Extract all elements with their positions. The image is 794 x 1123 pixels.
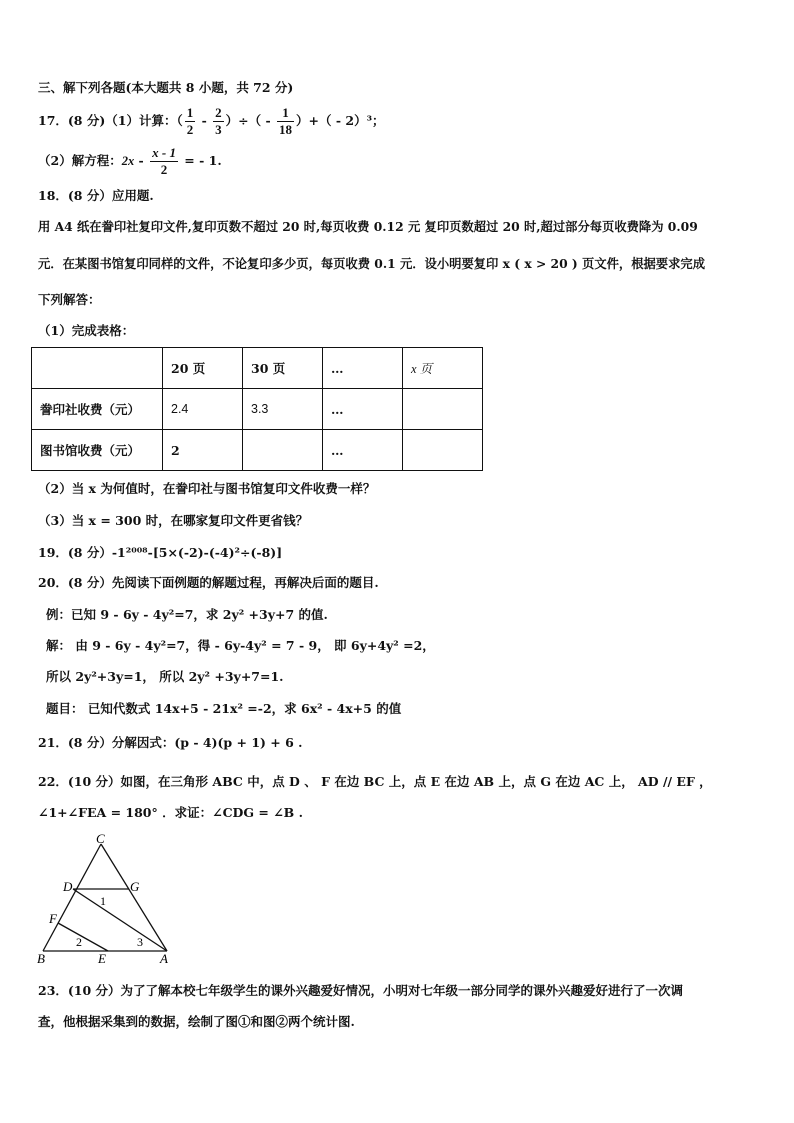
- table-cell: 2: [163, 430, 243, 471]
- question-18-title: 18．(8 分）应用题.: [38, 188, 154, 203]
- table-cell: [32, 348, 163, 389]
- label-F: F: [49, 911, 57, 926]
- question-18-para1: 用 A4 纸在誊印社复印文件,复印页数不超过 20 时,每页收费 0.12 元 复印页数超过 20 时,超过部分每页收费降为 0.09: [38, 219, 698, 234]
- angle-3-label: 3: [137, 935, 143, 949]
- label-B: B: [37, 951, 45, 966]
- section-title: 三、解下列各题(本大题共 8 小题，共 72 分): [38, 80, 294, 95]
- fraction: $\frac{x - 1}{2}$: [152, 145, 176, 177]
- label-A: A: [160, 951, 168, 966]
- question-19: 19．(8 分）-1²⁰⁰⁸-[5×(-2)-(-4)²÷(-8)]: [38, 545, 283, 560]
- question-21: 21．(8 分）分解因式：(p - 4)(p + 1) + 6 .: [38, 735, 303, 750]
- angle-2-label: 2: [76, 935, 82, 949]
- question-20-solution: 解： 由 9 - 6y - 4y²=7，得 - 6y-4y² = 7 - 9， 即 6y+4y² =2，: [46, 638, 435, 653]
- label-C: C: [96, 832, 105, 846]
- table-cell: 2.4: [163, 389, 243, 430]
- label-G: G: [130, 879, 140, 894]
- table-cell: …: [323, 430, 403, 471]
- table-cell: 图书馆收费（元）: [32, 430, 163, 471]
- fee-table: [31, 347, 483, 471]
- table-cell: …: [323, 389, 403, 430]
- question-20-so: 所以 2y²+3y=1， 所以 2y² +3y+7=1.: [46, 669, 284, 684]
- angle-1-label: 1: [100, 894, 106, 908]
- table-cell: 3.3: [243, 389, 323, 430]
- table-row: [32, 430, 483, 471]
- fraction: $\frac{2}{3}$: [215, 105, 222, 137]
- question-18-para3: 下列解答：: [38, 292, 101, 307]
- table-cell: [403, 430, 483, 471]
- question-20-problem: 题目： 已知代数式 14x+5 - 21x² =-2，求 6x² - 4x+5 的值: [46, 701, 402, 716]
- question-18-sub3: （3）当 x = 300 时，在哪家复印文件更省钱？: [38, 513, 309, 528]
- table-cell: …: [323, 348, 403, 389]
- table-cell: 20 页: [163, 348, 243, 389]
- question-23-line2: 查，他根据采集到的数据，绘制了图①和图②两个统计图.: [38, 1014, 355, 1029]
- question-23-line1: 23．(10 分）为了了解本校七年级学生的课外兴趣爱好情况，小明对七年级一部分同学的课外兴趣爱好进行了一次调: [38, 983, 684, 998]
- question-22-line2: ∠1+∠FEA = 180° ．求证：∠CDG = ∠B .: [38, 805, 303, 820]
- question-20-example: 例：已知 9 - 6y - 4y²=7，求 2y² +3y+7 的值.: [46, 607, 328, 622]
- table-cell: x 页: [403, 348, 483, 389]
- label-E: E: [98, 951, 106, 966]
- table-cell: [403, 389, 483, 430]
- table-cell: 誊印社收费（元）: [32, 389, 163, 430]
- fraction: $\frac{1}{18}$: [279, 105, 293, 137]
- question-18-sub2: （2）当 x 为何值时，在誊印社与图书馆复印文件收费一样？: [38, 481, 376, 496]
- table-row: [32, 389, 483, 430]
- table-row: [32, 348, 483, 389]
- question-18-sub1: （1）完成表格：: [38, 323, 135, 338]
- question-17-part2: （2）解方程：2x - $\frac{x - 1}{2}$ = - 1.: [38, 145, 222, 177]
- question-22-line1: 22．(10 分）如图，在三角形 ABC 中，点 D 、 F 在边 BC 上，点 E 在边 AB 上，点 G 在边 AC 上， AD // EF ，: [38, 774, 712, 789]
- table-cell: [243, 430, 323, 471]
- triangle-figure: [30, 832, 190, 967]
- question-18-para2: 元．在某图书馆复印同样的文件，不论复印多少页，每页收费 0.1 元．设小明要复印 x ( x > 20 ) 页文件，根据要求完成: [38, 256, 705, 271]
- question-20-title: 20．(8 分）先阅读下面例题的解题过程，再解决后面的题目.: [38, 575, 379, 590]
- table-cell: 30 页: [243, 348, 323, 389]
- question-17-part1: 17．(8 分)（1）计算：（ $\frac{1}{2}$ - $\frac{2}{3}$ ）÷（ - $\frac{1}{18}$ ）+（ - 2）³；: [38, 105, 385, 137]
- label-D: D: [63, 879, 73, 894]
- fraction: $\frac{1}{2}$: [186, 105, 194, 137]
